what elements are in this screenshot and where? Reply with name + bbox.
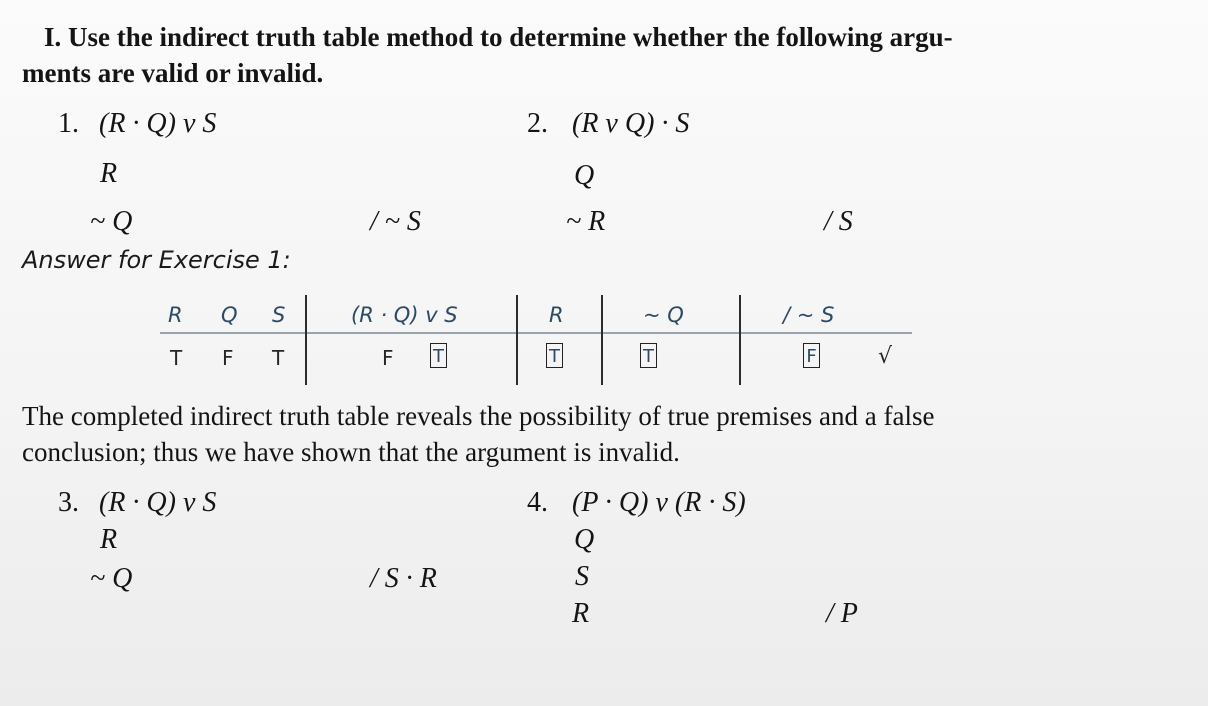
table-cell-r: T [170,346,183,370]
table-column-divider [516,295,518,385]
table-cell-premise-1-main: F [382,346,394,370]
table-column-divider [305,295,307,385]
table-cell-premise-2-boxed: T [546,343,563,368]
exercise-4-premise-1: (P · Q) v (R · S) [572,487,746,518]
explanation-line-1: The completed indirect truth table reveals the possibility of true premises and a false [22,401,935,431]
exercise-3-premise-3: ~ Q [90,563,133,594]
table-cell-premise-3-boxed: T [640,343,657,368]
exercise-3-conclusion: / S · R [370,563,437,594]
exercise-2-number: 2. [527,108,548,139]
table-cell-s: T [272,346,285,370]
explanation-line-2: conclusion; thus we have shown that the argument is invalid. [22,437,680,467]
table-column-divider [739,295,741,385]
answer-label: Answer for Exercise 1: [22,246,291,274]
check-mark-icon: √ [878,344,893,369]
exercise-4-conclusion: / P [826,598,858,629]
exercise-2-premise-1: (R v Q) · S [572,108,690,139]
table-header-premise-3: ~ Q [643,303,684,327]
table-header-premise-2: R [549,303,564,327]
exercise-4-premise-3: S [575,561,589,592]
exercise-2-conclusion: / S [824,206,853,237]
exercise-1-premise-3: ~ Q [90,206,133,237]
exercise-1-premise-1: (R · Q) v S [99,108,217,139]
table-header-divider [160,332,912,334]
exercise-3-premise-2: R [100,524,118,555]
exercise-1-number: 1. [58,108,79,139]
instructions-line-2: ments are valid or invalid. [22,58,324,88]
table-header-q: Q [221,303,238,327]
table-column-divider [601,295,603,385]
table-header-r: R [168,303,183,327]
table-cell-q: F [222,346,234,370]
table-header-s: S [272,303,286,327]
exercise-1-premise-2: R [100,158,118,189]
table-header-conclusion: / ~ S [783,303,835,327]
exercise-3-number: 3. [58,487,79,518]
table-header-premise-1: (R · Q) v S [351,303,458,327]
exercise-4-premise-4: R [572,598,590,629]
table-cell-premise-1-boxed: T [430,343,447,368]
table-cell-conclusion-boxed: F [803,343,820,368]
exercise-4-number: 4. [527,487,548,518]
exercise-3-premise-1: (R · Q) v S [99,487,217,518]
exercise-2-premise-2: Q [574,160,595,191]
exercise-4-premise-2: Q [574,524,595,555]
instructions-line-1: I. Use the indirect truth table method to determine whether the following argu- [44,22,953,52]
exercise-1-conclusion: / ~ S [370,206,421,237]
exercise-2-premise-3: ~ R [566,206,606,237]
